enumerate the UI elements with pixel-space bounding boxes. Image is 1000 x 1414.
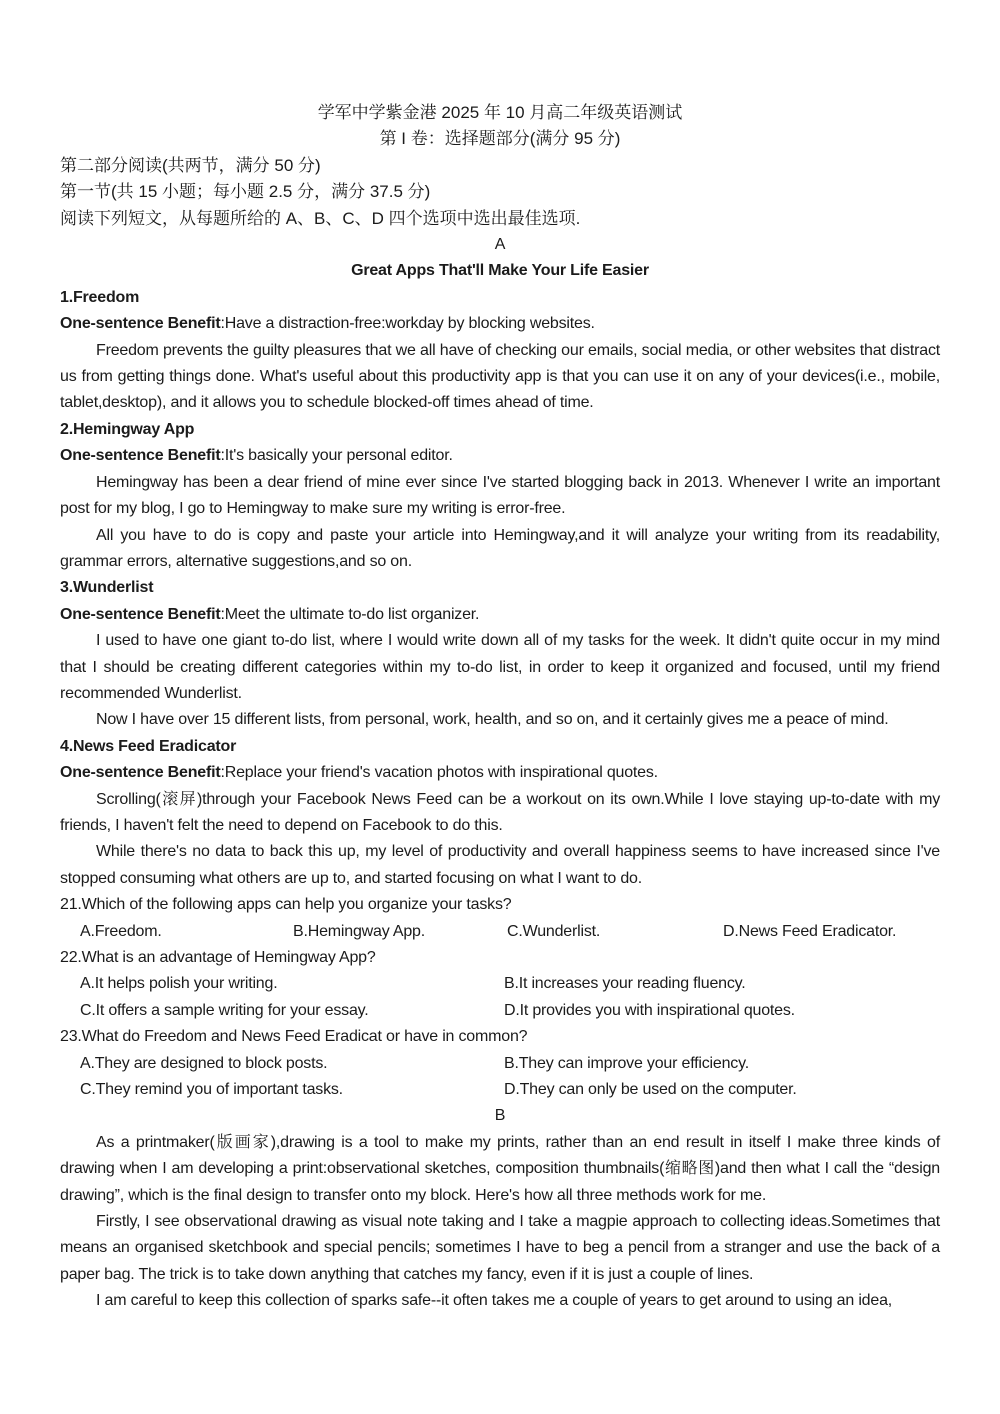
question-21: 21.Which of the following apps can help you organize your tasks? (60, 896, 512, 914)
option-23-a: A.They are designed to block posts. (80, 1054, 328, 1072)
passage-paragraph: While there's no data to back this up, my level of productivity and overall happiness seems to have increased since I've stopped consuming what others are up to, and started focusing on what I want to do. (60, 843, 940, 887)
option-21-c: C.Wunderlist. (507, 922, 601, 940)
passage-paragraph: I used to have one giant to-do list, where I would write down all of my tasks for the week. It didn't quite occur in my mind that I should be creating different categories within my to-do list, in order to keep it organized and focused, until my friend recommended Wunderlist. (60, 632, 940, 702)
app-4-heading: 4.News Feed Eradicator (60, 737, 237, 755)
benefit-text: :Meet the ultimate to-do list organizer. (220, 605, 480, 623)
passage-a-label: A (494, 236, 506, 254)
passage-paragraph: I am careful to keep this collection of sparks safe--it often takes me a couple of years to get around to using an idea, (96, 1292, 893, 1310)
option-23-b: B.They can improve your efficiency. (504, 1054, 749, 1072)
option-22-a: A.It helps polish your writing. (80, 975, 278, 993)
option-22-b: B.It increases your reading fluency. (504, 975, 746, 993)
benefit-text: :Have a distraction-free:workday by blocking websites. (220, 315, 595, 333)
benefit-label: One-sentence Benefit (60, 605, 221, 623)
question-23-options (60, 1051, 940, 1104)
passage-paragraph: Firstly, I see observational drawing as visual note taking and I take a magpie approach to collecting ideas.Sometimes that means an organised sketchbook and special pencils; sometimes I have to beg a pencil from a stranger and use the back of a paper bag. The trick is to take down anything that catches my fancy, even if it is just a couple of lines. (60, 1213, 940, 1283)
app-2-heading: 2.Hemingway App (60, 420, 195, 438)
question-23: 23.What do Freedom and News Feed Eradicat or have in common? (60, 1028, 528, 1046)
passage-a-title: Great Apps That'll Make Your Life Easier (351, 262, 649, 280)
app-3-benefit (60, 602, 940, 628)
passage-paragraph: All you have to do is copy and paste your article into Hemingway,and it will analyze your writing from its readability, grammar errors, alternative suggestions,and so on. (60, 526, 940, 570)
question-21-options (60, 919, 940, 945)
app-3-heading: 3.Wunderlist (60, 579, 154, 597)
doc-title: 学军中学紫金港 2025 年 10 月高二年级英语测试 (317, 103, 683, 122)
benefit-label: One-sentence Benefit (60, 764, 221, 782)
option-22-c: C.It offers a sample writing for your essay. (80, 1001, 369, 1019)
reading-instruction: 阅读下列短文，从每题所给的 A、B、C、D 四个选项中选出最佳选项. (60, 208, 581, 228)
option-23-d: D.They can only be used on the computer. (504, 1081, 797, 1099)
passage-paragraph: Now I have over 15 different lists, from personal, work, health, and so on, and it certainly gives me a peace of mind. (96, 711, 889, 729)
option-21-d: D.News Feed Eradicator. (723, 922, 897, 940)
option-21-b: B.Hemingway App. (293, 922, 425, 940)
doc-subtitle: 第 I 卷：选择题部分(满分 95 分) (379, 129, 621, 149)
option-23-c: C.They remind you of important tasks. (80, 1081, 343, 1099)
app-4-benefit (60, 760, 940, 786)
benefit-label: One-sentence Benefit (60, 447, 221, 465)
section-heading: 第一节(共 15 小题；每小题 2.5 分，满分 37.5 分) (60, 182, 431, 202)
app-1-benefit (60, 311, 940, 337)
part-heading: 第二部分阅读(共两节，满分 50 分) (60, 155, 321, 175)
passage-paragraph: Freedom prevents the guilty pleasures that we all have of checking our emails, social media, or other websites that distract us from getting things done. What's useful about this productivity app is that you can use it on any of your devices(i.e., mobile, tablet,desktop), and it allows you to schedule blocked-off times ahead of time. (60, 341, 940, 412)
question-22: 22.What is an advantage of Hemingway App? (60, 949, 376, 966)
passage-paragraph: Scrolling(滚屏)through your Facebook News Feed can be a workout on its own.While I love staying up-to-date with my friends, I haven't felt the need to depend on Facebook to do this. (60, 790, 940, 834)
app-1-heading: 1.Freedom (60, 288, 140, 306)
benefit-text: :It's basically your personal editor. (220, 447, 453, 465)
option-22-d: D.It provides you with inspirational quotes. (504, 1001, 795, 1019)
app-2-benefit (60, 443, 940, 469)
benefit-label: One-sentence Benefit (60, 315, 221, 333)
passage-paragraph: As a printmaker(版画家),drawing is a tool to make my prints, rather than an end result in itself I make three kinds of drawing when I am developing a print:observational sketches, composition thumbnails(缩略图)and then what I call the “design drawing”, which is the final design to transfer onto my block. Here's how all three methods work for me. (60, 1133, 940, 1204)
question-22-options (60, 971, 940, 1024)
passage-b-label: B (494, 1107, 506, 1125)
passage-paragraph: Hemingway has been a dear friend of mine ever since I've started blogging back in 2013. Whenever I write an important post for my blog, I go to Hemingway to make sure my writing is error-free. (60, 473, 940, 518)
benefit-text: :Replace your friend's vacation photos with inspirational quotes. (220, 764, 658, 782)
option-21-a: A.Freedom. (80, 922, 162, 940)
